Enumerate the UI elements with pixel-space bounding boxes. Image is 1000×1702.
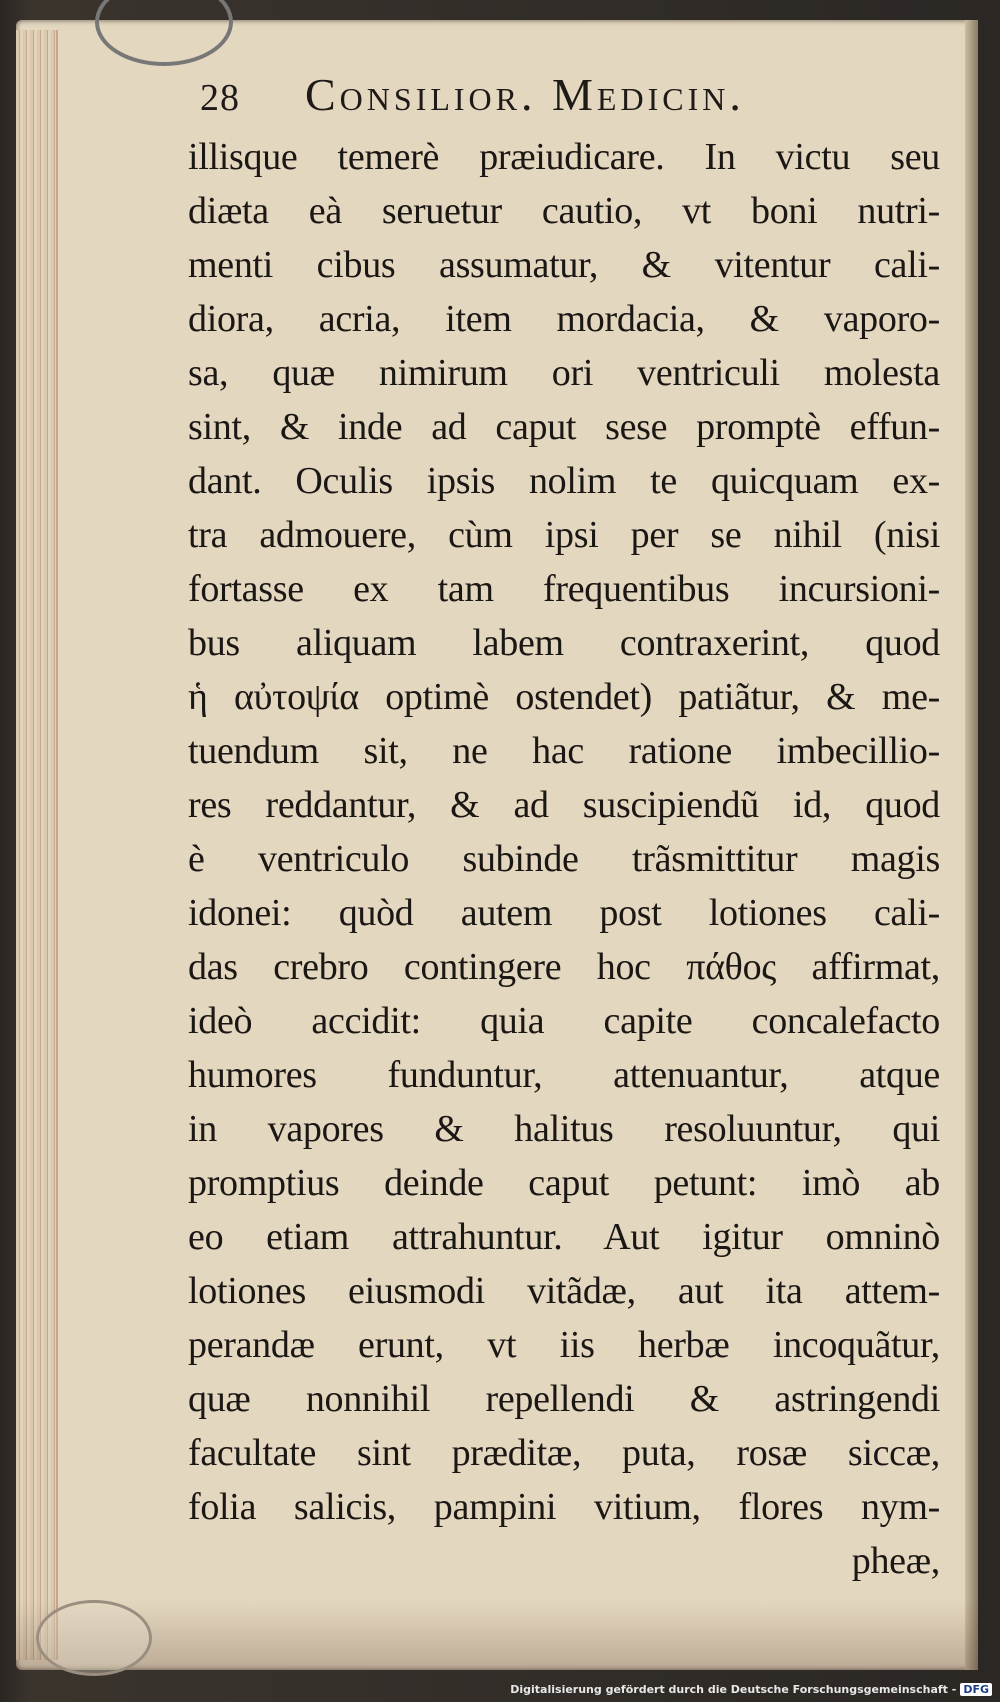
text-line: illisque temerè præiudicare. In victu seu (188, 136, 940, 178)
page-shadow (16, 1600, 978, 1670)
credit-text: Digitalisierung gefördert durch die Deutsche Forschungsgemeinschaft - (510, 1683, 957, 1696)
text-line: dant. Oculis ipsis nolim te quicquam ex- (188, 460, 940, 502)
body-text (188, 130, 940, 1588)
text-line: lotiones eiusmodi vitãdæ, aut ita attem- (188, 1270, 940, 1312)
text-line: bus aliquam labem contraxerint, quod (188, 622, 940, 664)
text-line: folia salicis, pampini vitium, flores nym- (188, 1486, 940, 1528)
text-line: menti cibus assumatur, & vitentur cali- (188, 244, 940, 286)
text-line: è ventriculo subinde trãsmittitur magis (188, 838, 940, 880)
page-edges (16, 30, 58, 1660)
text-line: humores funduntur, attenuantur, atque (188, 1054, 940, 1096)
clip-ring-bottom-icon (36, 1600, 152, 1676)
text-line: quæ nonnihil repellendi & astringendi (188, 1378, 940, 1420)
page-gutter (965, 20, 978, 1670)
text-line: ideò accidit: quia capite concalefacto (188, 1000, 940, 1042)
digitization-credit (510, 1683, 992, 1696)
text-line: facultate sint præditæ, puta, rosæ siccæ, (188, 1432, 940, 1474)
text-line: diæta eà seruetur cautio, vt boni nutri- (188, 190, 940, 232)
text-line: diora, acria, item mordacia, & vaporo- (188, 298, 940, 340)
text-line: in vapores & halitus resoluuntur, qui (188, 1108, 940, 1150)
text-line: das crebro contingere hoc πάθος affirmat, (188, 946, 940, 988)
text-line: promptius deinde caput petunt: imò ab (188, 1162, 940, 1204)
text-line: eo etiam attrahuntur. Aut igitur omninò (188, 1216, 940, 1258)
page-number: 28 (200, 77, 240, 119)
running-head: Consilior. Medicin. (305, 69, 745, 120)
dfg-logo: DFG (960, 1683, 992, 1696)
text-line: idonei: quòd autem post lotiones cali- (188, 892, 940, 934)
text-line: tuendum sit, ne hac ratione imbecillio- (188, 730, 940, 772)
text-line: sa, quæ nimirum ori ventriculi molesta (188, 352, 940, 394)
text-line: perandæ erunt, vt iis herbæ incoquãtur, (188, 1324, 940, 1366)
text-line: ἡ αὐτοψία optimè ostendet) patiãtur, & me- (188, 676, 940, 718)
text-line: sint, & inde ad caput sese promptè effun- (188, 406, 940, 448)
text-line: fortasse ex tam frequentibus incursioni- (188, 568, 940, 610)
page-header (200, 68, 920, 128)
catchword: pheæ, (851, 1540, 940, 1582)
text-line: res reddantur, & ad suscipiendũ id, quod (188, 784, 940, 826)
text-line: tra admouere, cùm ipsi per se nihil (nisi (188, 514, 940, 556)
